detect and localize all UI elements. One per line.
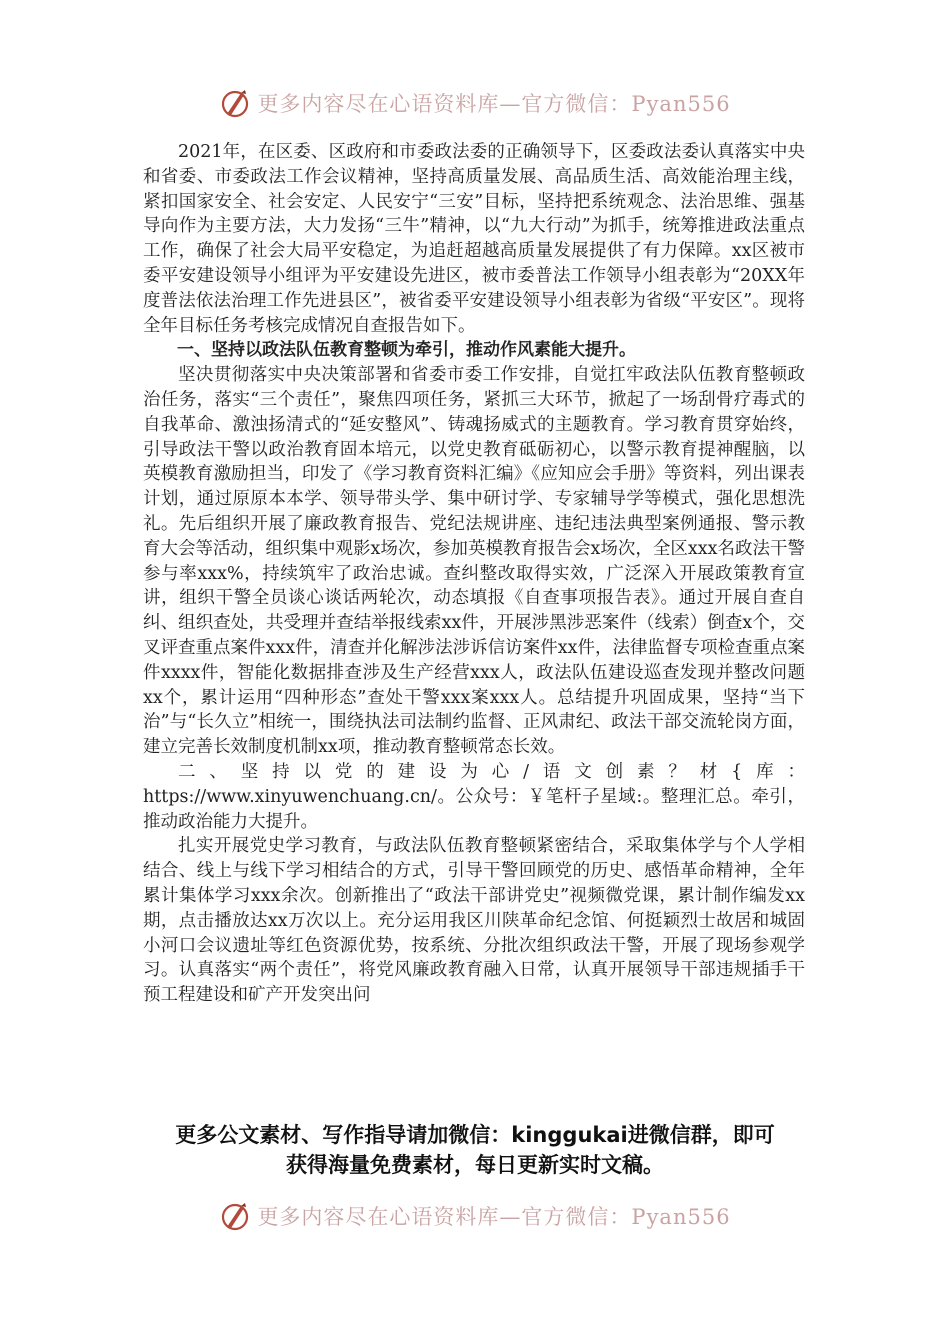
section-2-paragraph: 扎实开展党史学习教育，与政法队伍教育整顿紧密结合，采取集体学与个人学相结合、线上与线下学习相结合的方式，引导干警回顾党的历史、感悟革命精神，全年累计集体学习xxx余次。创新推出了“政法干部讲党史”视频微党课，累计制作编发xx期，点击播放达xx万次以上。充分运用我区川陕革命纪念馆、何挺颖烈士故居和城固小河口会议遗址等红色资源优势，按系统、分批次组织政法干警，开展了现场参观学习。认真落实“两个责任”，将党风廉政教育融入日常，认真开展领导干部违规插手干预工程建设和矿产开发突出问 xyxy=(143,836,805,1006)
promo-notice xyxy=(130,1120,820,1180)
pen-logo-icon xyxy=(219,1200,251,1232)
document-body xyxy=(143,140,805,1090)
pen-logo-icon xyxy=(219,87,251,119)
section-heading-2: 二、坚持以党的建设为心/语文创素？材{库：https://www.xinyuwenchuang.cn/。公众号：￥笔杆子星域:。整理汇总。牵引，推动政治能力大提升。 xyxy=(143,761,805,832)
footer-banner-text: 更多内容尽在心语资料库—官方微信：Pyan556 xyxy=(257,1205,731,1229)
document-text-area xyxy=(143,140,805,1090)
section-1-paragraph: 坚决贯彻落实中央决策部署和省委市委工作安排，自觉扛牢政法队伍教育整顿政治任务，落实“三个责任”，聚焦四项任务，紧抓三大环节，掀起了一场刮骨疗毒式的自我革命、激浊扬清式的“延安整风”、铸魂扬威式的主题教育。学习教育贯穿始终，引导政法干警以政治教育固本培元，以党史教育砥砺初心，以警示教育提神醒脑，以英模教育激励担当，印发了《学习教育资料汇编》《应知应会手册》等资料，列出课表计划，通过原原本本学、领导带头学、集中研讨学、专家辅导学等模式，强化思想洗礼。先后组织开展了廉政教育报告、党纪法规讲座、违纪违法典型案例通报、警示教育大会等活动，组织集中观影x场次，参加英模教育报告会x场次，全区xxx名政法干警参与率xxx%，持续筑牢了政治忠诚。查纠整改取得实效，广泛深入开展政策教育宣讲，组织干警全员谈心谈话两轮次，动态填报《自查事项报告表》。通过开展自查自纠、组织查处，共受理并查结举报线索xx件，开展涉黑涉恶案件（线索）倒查x个，交叉评查重点案件xxx件，清查并化解涉法涉诉信访案件xx件，法律监督专项检查重点案件xxxx件，智能化数据排查涉及生产经营xxx人，政法队伍建设巡查发现并整改问题xx个，累计运用“四种形态”查处干警xxx案xxx人。总结提升巩固成果，坚持“当下治”与“长久立”相统一，围绕执法司法制约监督、正风肃纪、政法干部交流轮岗方面，建立完善长效制度机制xx项，推动教育整顿常态长效。 xyxy=(143,365,805,758)
footer-banner[interactable] xyxy=(0,1196,950,1236)
intro-paragraph: 2021年，在区委、区政府和市委政法委的正确领导下，区委政法委认真落实中央和省委、市委政法工作会议精神，坚持高质量发展、高品质生活、高效能治理主线，紧扣国家安全、社会安定、人民安宁“三安”目标，坚持把系统观念、法治思维、强基导向作为主要方法，大力发扬“三牛”精神，以“九大行动”为抓手，统筹推进政法重点工作，确保了社会大局平安稳定，为追赶超越高质量发展提供了有力保障。xx区被市委平安建设领导小组评为平安建设先进区，被市委普法工作领导小组表彰为“20XX年度普法依法治理工作先进县区”，被省委平安建设领导小组表彰为省级“平安区”。现将全年目标任务考核完成情况自查报告如下。 xyxy=(143,142,805,336)
header-banner-text: 更多内容尽在心语资料库—官方微信：Pyan556 xyxy=(257,92,731,116)
header-banner[interactable] xyxy=(0,83,950,123)
section-heading-1: 一、坚持以政法队伍教育整顿为牵引，推动作风素能大提升。 xyxy=(177,340,636,361)
promo-line-1: 更多公文素材、写作指导请加微信：kinggukai进微信群，即可 xyxy=(175,1123,775,1147)
promo-line-2: 获得海量免费素材，每日更新实时文稿。 xyxy=(286,1153,664,1177)
